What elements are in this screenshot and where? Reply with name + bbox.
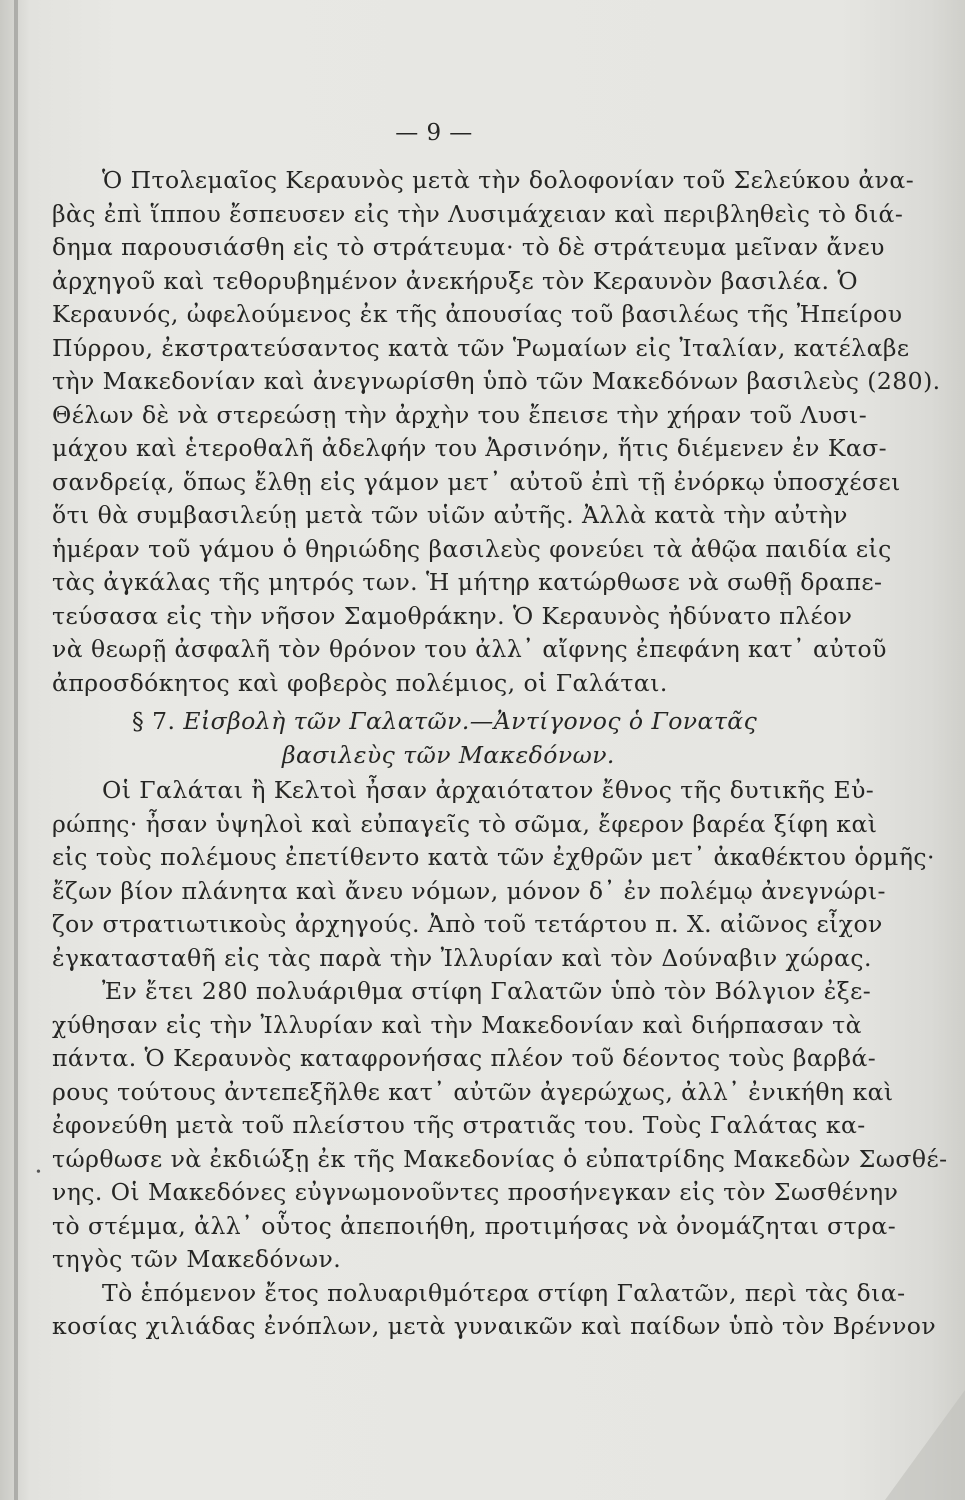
paragraph-3 — [52, 975, 948, 1277]
text-line: ρους τούτους ἀντεπεξῆλθε κατ᾽ αὐτῶν ἀγερώχως, ἀλλ᾽ ἐνικήθη καὶ — [52, 1077, 894, 1106]
text-line: χύθησαν εἰς τὴν Ἰλλυρίαν καὶ τὴν Μακεδονίαν καὶ διήρπασαν τὰ — [52, 1010, 862, 1039]
text-line: ἡμέραν τοῦ γάμου ὁ θηριώδης βασιλεὺς φονεύει τὰ ἀθῷα παιδία εἰς — [52, 534, 892, 563]
page-corner-fold — [885, 1390, 965, 1500]
section-number: § 7. — [132, 707, 176, 735]
text-line: κοσίας χιλιάδας ἐνόπλων, μετὰ γυναικῶν καὶ παίδων ὑπὸ τὸν Βρέννον — [52, 1312, 937, 1340]
text-line: εἰς τοὺς πολέμους ἐπετίθεντο κατὰ τῶν ἐχθρῶν μετ᾽ ἀκαθέκτου ὁρμῆς· — [52, 843, 935, 871]
text-line: νης. Οἱ Μακεδόνες εὐγνωμονοῦντες προσήνεγκαν εἰς τὸν Σωσθένην — [52, 1178, 899, 1206]
section-heading-line-2: βασιλεὺς τῶν Μακεδόνων. — [282, 741, 615, 769]
text-line: ὅτι θὰ συμβασιλεύῃ μετὰ τῶν υἱῶν αὐτῆς. Ἀλλὰ κατὰ τὴν αὐτὴν — [52, 501, 848, 529]
text-line: ἔζων βίον πλάνητα καὶ ἄνευ νόμων, μόνον δ᾽ ἐν πολέμῳ ἀνεγνώρι- — [52, 876, 886, 905]
text-line: Κεραυνός, ὠφελούμενος ἐκ τῆς ἀπουσίας τοῦ βασιλέως τῆς Ἠπείρου — [52, 300, 903, 328]
page-text — [52, 112, 948, 1344]
paragraph-4 — [52, 1277, 937, 1344]
text-line: τηγὸς τῶν Μακεδόνων. — [52, 1245, 342, 1273]
text-line: Τὸ ἑπόμενον ἔτος πολυαριθμότερα στίφη Γαλατῶν, περὶ τὰς δια- — [102, 1278, 906, 1307]
text-line: τὰς ἀγκάλας τῆς μητρός των. Ἡ μήτηρ κατώρθωσε νὰ σωθῇ δραπε- — [52, 568, 883, 596]
text-line: Πύρρου, ἐκστρατεύσαντος κατὰ τῶν Ῥωμαίων εἰς Ἰταλίαν, κατέλαβε — [52, 333, 910, 362]
text-line: τώρθωσε νὰ ἐκδιώξῃ ἐκ τῆς Μακεδονίας ὁ εὐπατρίδης Μακεδὼν Σωσθέ- — [52, 1144, 948, 1173]
section-title: Εἰσβολὴ τῶν Γαλατῶν.—Ἀντίγονος ὁ Γονατᾶς — [183, 707, 758, 735]
text-line: βὰς ἐπὶ ἵππου ἔσπευσεν εἰς τὴν Λυσιμάχειαν καὶ περιβληθεὶς τὸ διά- — [52, 199, 904, 228]
text-line: νὰ θεωρῇ ἀσφαλῆ τὸν θρόνον του ἀλλ᾽ αἴφνης ἐπεφάνη κατ᾽ αὐτοῦ — [52, 635, 887, 663]
text-line: τεύσασα εἰς τὴν νῆσον Σαμοθράκην. Ὁ Κεραυνὸς ἠδύνατο πλέον — [52, 601, 853, 630]
text-line: ἐγκατασταθῆ εἰς τὰς παρὰ τὴν Ἰλλυρίαν καὶ τὸν Δούναβιν χώρας. — [52, 943, 872, 972]
margin-mark: • — [36, 1165, 41, 1180]
section-heading-line-1 — [52, 704, 804, 738]
text-line: σανδρείᾳ, ὅπως ἔλθῃ εἰς γάμον μετ᾽ αὐτοῦ ἐπὶ τῇ ἐνόρκῳ ὑποσχέσει — [52, 467, 901, 496]
text-line: δημα παρουσιάσθη εἰς τὸ στράτευμα· τὸ δὲ στράτευμα μεῖναν ἄνευ — [52, 233, 885, 261]
text-line: τὸ στέμμα, ἀλλ᾽ οὗτος ἀπεποιήθη, προτιμήσας νὰ ὀνομάζηται στρα- — [52, 1211, 897, 1240]
text-line: ἐφονεύθη μετὰ τοῦ πλείστου τῆς στρατιᾶς του. Τοὺς Γαλάτας κα- — [52, 1111, 866, 1139]
text-line: ἀπροσδόκητος καὶ φοβερὸς πολέμιος, οἱ Γαλάται. — [52, 668, 668, 697]
paragraph-1 — [52, 164, 941, 700]
text-line: ρώπης· ἦσαν ὑψηλοὶ καὶ εὐπαγεῖς τὸ σῶμα, ἔφερον βαρέα ξίφη καὶ — [52, 809, 878, 838]
text-line: ἀρχηγοῦ καὶ τεθορυβημένον ἀνεκήρυξε τὸν Κεραυνὸν βασιλέα. Ὁ — [52, 266, 858, 295]
paragraph-2 — [52, 774, 935, 975]
text-line: μάχου καὶ ἑτεροθαλῆ ἀδελφήν του Ἀρσινόην, ἥτις διέμενεν ἐν Κασ- — [52, 434, 888, 462]
text-line: ζον στρατιωτικοὺς ἀρχηγούς. Ἀπὸ τοῦ τετάρτου π. Χ. αἰῶνος εἶχον — [52, 910, 883, 938]
binding-edge — [14, 0, 18, 1500]
section-heading — [52, 704, 804, 772]
text-line: Οἱ Γαλάται ἢ Κελτοὶ ἦσαν ἀρχαιότατον ἔθνος τῆς δυτικῆς Εὐ- — [102, 776, 875, 804]
text-line: Ἐν ἔτει 280 πολυάριθμα στίφη Γαλατῶν ὑπὸ τὸν Βόλγιον ἐξε- — [102, 977, 872, 1005]
text-line: Θέλων δὲ νὰ στερεώσῃ τὴν ἀρχὴν του ἔπεισε τὴν χήραν τοῦ Λυσι- — [52, 400, 868, 429]
text-line: πάντα. Ὁ Κεραυνὸς καταφρονήσας πλέον τοῦ δέοντος τοὺς βαρβά- — [52, 1044, 877, 1072]
text-line: Ὁ Πτολεμαῖος Κεραυνὸς μετὰ τὴν δολοφονίαν τοῦ Σελεύκου ἀνα- — [102, 166, 915, 194]
page-number: — 9 — — [395, 120, 473, 146]
text-line: τὴν Μακεδονίαν καὶ ἀνεγνωρίσθη ὑπὸ τῶν Μακεδόνων βασιλεὺς (280). — [52, 367, 941, 395]
